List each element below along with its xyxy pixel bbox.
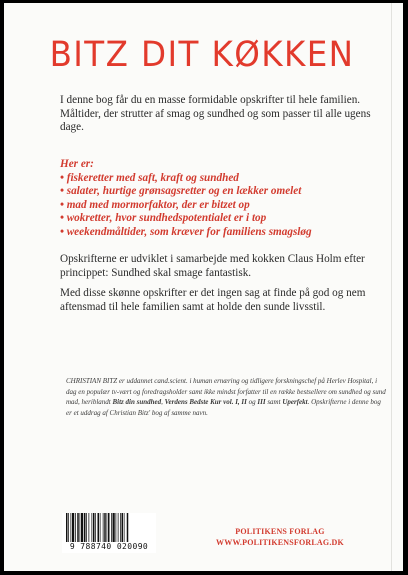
list-item: • mad med mormorfaktor, der er bitzet op [60,198,250,211]
publisher-url: WWW.POLITIKENSFORLAG.DK [216,538,344,547]
bio-book-title: Verdens Bedste Kur vol. I, II [164,398,247,407]
bio-book-title: III [257,398,266,407]
bio-book-title: Bitz din sundhed [112,398,162,407]
list-item: • salater, hurtige grønsagsretter og en lækker omelet [60,185,302,198]
barcode-bars [65,513,153,542]
book-back-cover [4,3,403,571]
bio-book-title: Uperfekt [282,398,308,407]
list-header: Her er: [60,158,94,170]
publisher-block [170,526,390,548]
isbn-barcode [62,513,156,553]
recipe-highlights-list [60,158,390,240]
book-title: BITZ DIT KØKKEN [49,35,355,75]
publisher-name: POLITIKENS FORLAG [235,527,325,536]
list-item: • wokretter, hvor sundhedspotentialet er i top [60,212,267,225]
collaboration-paragraph: Opskrifterne er udviklet i samarbejde med kokken Claus Holm efter princippet: Sundhed skal smage fantastisk. [60,253,365,279]
bio-text: , [161,398,165,407]
intro-paragraph: I denne bog får du en masse formidable opskrifter til hele familien. Måltider, der strutter af smag og sundhed og som passer til alle ugens dage. [60,94,371,134]
spine-fold-line [391,3,392,571]
bio-text: CHRISTIAN BITZ er uddannet cand.scient. i human ernæring og tidligere forskningschef på Herlev Hospital, i dag en populær tv-vært og foredragsholder samt ikke mindst forfatter til en række bestsellere om sundhed og sund mad, heriblandt [66,377,386,407]
list-item: • fiskeretter med saft, kraft og sundhed [60,171,239,184]
list-item: • weekendmåltider, som kræver for familiens smagsløg [60,225,312,238]
bio-text: samt [265,398,283,407]
closing-paragraph: Med disse skønne opskrifter er det ingen sag at finde på god og nem aftensmad til hele familien samt at holde den sunde livsstil. [60,287,366,313]
bio-text: og [246,398,258,407]
isbn-number: 9 788740 020090 [69,542,149,551]
author-bio [66,376,388,418]
bio-text: . Opskrifterne i denne bog er et uddrag af Christian Bitz' bog af samme navn. [66,398,381,417]
